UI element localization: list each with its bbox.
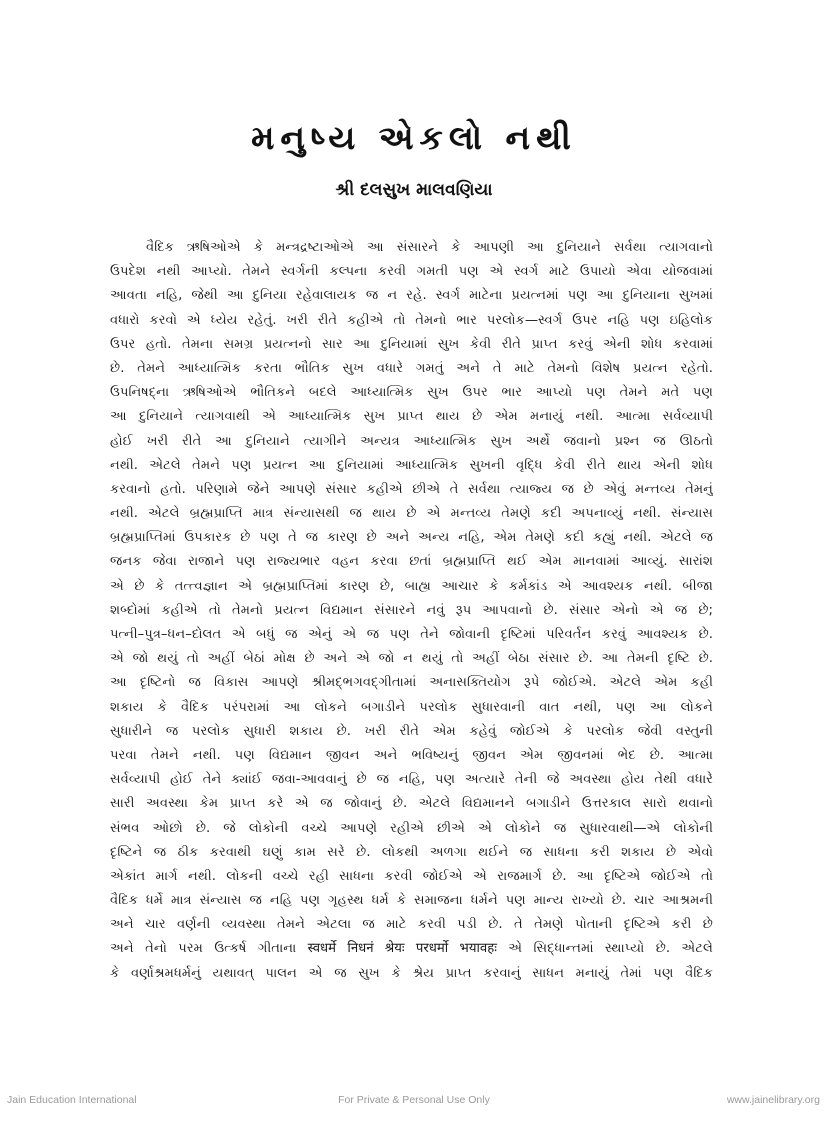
article-title: મનુષ્ય એકલો નથી xyxy=(251,118,577,157)
footer-website-link[interactable]: www.jainelibrary.org xyxy=(726,1094,820,1106)
body-line: વૈદિક ઋષિઓએ કે મન્ત્રદ્રષ્ટાઓએ આ સંસારને કે આપણી આ દુનિયાને સર્વથા ત્યાગવાનો xyxy=(146,240,713,255)
body-line: અને તેનો પરમ ઉત્કર્ષ ગીતાના स्वधर्मे निधनं श्रेयः परधर्मो भयावहः એ સિદ્ધાન્તમાં સ્થાપ્યો છે. એટલે xyxy=(110,941,713,957)
body-line: અને ચાર વર્ણની વ્યવસ્થા તેમને એટલા જ માટે કરવી પડી છે. તે તેમણે પોતાની દૃષ્ટિએ કરી છે xyxy=(110,917,713,933)
article-body xyxy=(110,236,713,986)
body-line: પત્ની–પુત્ર–ધન–દોલત એ બધું જ એનું એ જ પણ તેને જોવાની દૃષ્ટિમાં પરિવર્તન કરવું આવશ્યક છે. xyxy=(110,627,713,642)
body-line: સંભવ ઓછો છે. જે લોકોની વચ્ચે આપણે રહીએ છીએ એ લોકોને જ સુધારવાથી—એ લોકોની xyxy=(110,820,713,836)
body-line: વૈદિક ધર્મે માત્ર સંન્યાસ જ નહિ પણ ગૃહસ્થ ધર્મ કે સમાજના ધર્મને પણ માન્ય રાખ્યો છે. ચાર આશ્રમની xyxy=(110,893,713,909)
footer-publisher: Jain Education International xyxy=(7,1094,137,1106)
body-line: જનક જેવા રાજાને પણ રાજ્યભાર વહન કરવા છતાં બ્રહ્મપ્રાપ્તિ થઈ એમ માનવામાં આવ્યું. સારાંશ xyxy=(110,554,713,570)
body-line: ઉપદેશ નથી આપ્યો. તેમને સ્વર્ગની કલ્પના કરવી ગમતી પણ એ સ્વર્ગ માટે ઉપાયો એવા યોજવામાં xyxy=(110,264,713,280)
body-line: આ દુનિયાને ત્યાગવાથી એ આધ્યાત્મિક સુખ પ્રાપ્ત થાય છે એમ મનાયું નથી. આત્મા સર્વવ્યાપી xyxy=(110,409,713,425)
body-line: એકાંત માર્ગ નથી. લોકની વચ્ચે રહી સાધના કરવી જોઈએ એ રાજમાર્ગ છે. આ દૃષ્ટિએ જોઈએ તો xyxy=(110,868,713,884)
body-line: એ જો થયું તો અહીં બેઠાં મોક્ષ છે અને એ જો ન થયું તો અહીં બેઠા સંસાર છે. આ તેમની દૃષ્ટિ છે. xyxy=(110,651,713,667)
body-line: આવતા નહિ, જેથી આ દુનિયા રહેવાલાયક જ ન રહે. સ્વર્ગ માટેના પ્રયત્નમાં પણ આ દુનિયાના સુખમાં xyxy=(110,288,713,304)
body-line: ઉપનિષદ્ના ઋષિઓએ ભૌતિકને બદલે આધ્યાત્મિક સુખ ઉપર ભાર આપ્યો પણ તેમને મતે પણ xyxy=(110,385,713,401)
body-line: કરવાનો હતો. પરિણામે જેને આપણે સંસાર કહીએ છીએ તે સર્વથા ત્યાજ્ય જ છે એવું મન્તવ્ય તેમનું xyxy=(110,481,713,497)
body-line: સર્વવ્યાપી હોઈ તેને ક્યાંઈ જવા-આવવાનું છે જ નહિ, પણ અત્યારે તેની જે અવસ્થા હોય તેથી વધારે xyxy=(110,772,713,788)
article-author: શ્રી દલસુખ માલવણિયા xyxy=(335,180,493,200)
body-line: ઉપર હતો. તેમના સમગ્ર પ્રયત્નનો સાર આ દુનિયામાં સુખ કેવી રીતે પ્રાપ્ત કરવું એની શોધ કરવામાં xyxy=(110,336,713,352)
body-line: વધારો કરવો એ ધ્યેય રહેતું. ખરી રીતે કહીએ તો તેમનો ભાર પરલોક—સ્વર્ગ ઉપર નહિ પણ ઇહિલોક xyxy=(110,312,713,328)
body-line: નથી. એટલે તેમને પણ પ્રયત્ન આ દુનિયામાં આધ્યાત્મિક સુખની વૃદ્ધિ કેવી રીતે થાય એની શોધ xyxy=(110,457,713,473)
body-line: સારી અવસ્થા કેમ પ્રાપ્ત કરે એ જ જોવાનું છે. એટલે વિદ્યમાનને બગાડીને ઉત્તરકાલ સારો થવાનો xyxy=(110,796,713,812)
body-line: શકાય કે વૈદિક પરંપરામાં આ લોકને બગાડીને પરલોક સુધારવાની વાત નથી, પણ આ લોકને xyxy=(110,699,713,715)
footer-usage-note: For Private & Personal Use Only xyxy=(338,1094,490,1106)
body-line: એ છે કે તત્ત્વજ્ઞાન એ બ્રહ્મપ્રાપ્તિમાં કારણ છે, બાહ્ય આચાર કે કર્મકાંડ એ આવશ્યક નથી. બીજા xyxy=(110,578,713,594)
body-line: હોઈ ખરી રીતે આ દુનિયાને ત્યાગીને અન્યત્ર આધ્યાત્મિક સુખ અર્થે જવાનો પ્રશ્ન જ ઊઠતો xyxy=(110,433,713,449)
body-line: પરવા તેમને નથી. પણ વિદ્યમાન જીવન અને ભવિષ્યનું જીવન એમ જીવનમાં ભેદ છે. આત્મા xyxy=(110,747,713,763)
page-footer xyxy=(0,1094,828,1110)
body-line: સુધારીને જ પરલોક સુધારી શકાય છે. ખરી રીતે એમ કહેવું જોઈએ કે પરલોક જેવી વસ્તુની xyxy=(110,723,713,739)
body-line: આ દૃષ્ટિનો જ વિકાસ આપણે શ્રીમદ્ભગવદ્ગીતામાં અનાસક્તિયોગ રૂપે જોઈએ. એટલે એમ કહી xyxy=(110,675,713,691)
body-line: નથી. એટલે બ્રહ્મપ્રાપ્તિ માત્ર સંન્યાસથી જ થાય છે એ મન્તવ્ય તેમણે કદી અપનાવ્યું નથી. સંન્યાસ xyxy=(110,506,713,522)
body-line: બ્રહ્મપ્રાપ્તિમાં ઉપકારક છે પણ તે જ કારણ છે અને અન્ય નહિ, એમ તેમણે કદી કહ્યું નથી. એટલે જ xyxy=(110,530,713,546)
body-line: દૃષ્ટિને જ ઠીક કરવાથી ઘણું કામ સરે છે. લોકથી અળગા થઈને જ સાધના કરી શકાય છે એવો xyxy=(110,844,713,860)
body-line: છે. તેમને આધ્યાત્મિક કરતા ભૌતિક સુખ વધારે ગમતું અને તે માટે તેમનો વિશેષ પ્રયત્ન રહેતો. xyxy=(110,360,713,376)
body-line: શબ્દોમાં કહીએ તો તેમનો પ્રયત્ન વિદ્યમાન સંસારને નવું રૂપ આપવાનો છે. સંસાર એનો એ જ છે; xyxy=(110,602,713,618)
body-line: કે વર્ણાશ્રમધર્મનું યથાવત્ પાલન એ જ સુખ કે શ્રેય પ્રાપ્ત કરવાનું સાધન મનાયું તેમાં પણ વૈદિક xyxy=(110,965,713,981)
